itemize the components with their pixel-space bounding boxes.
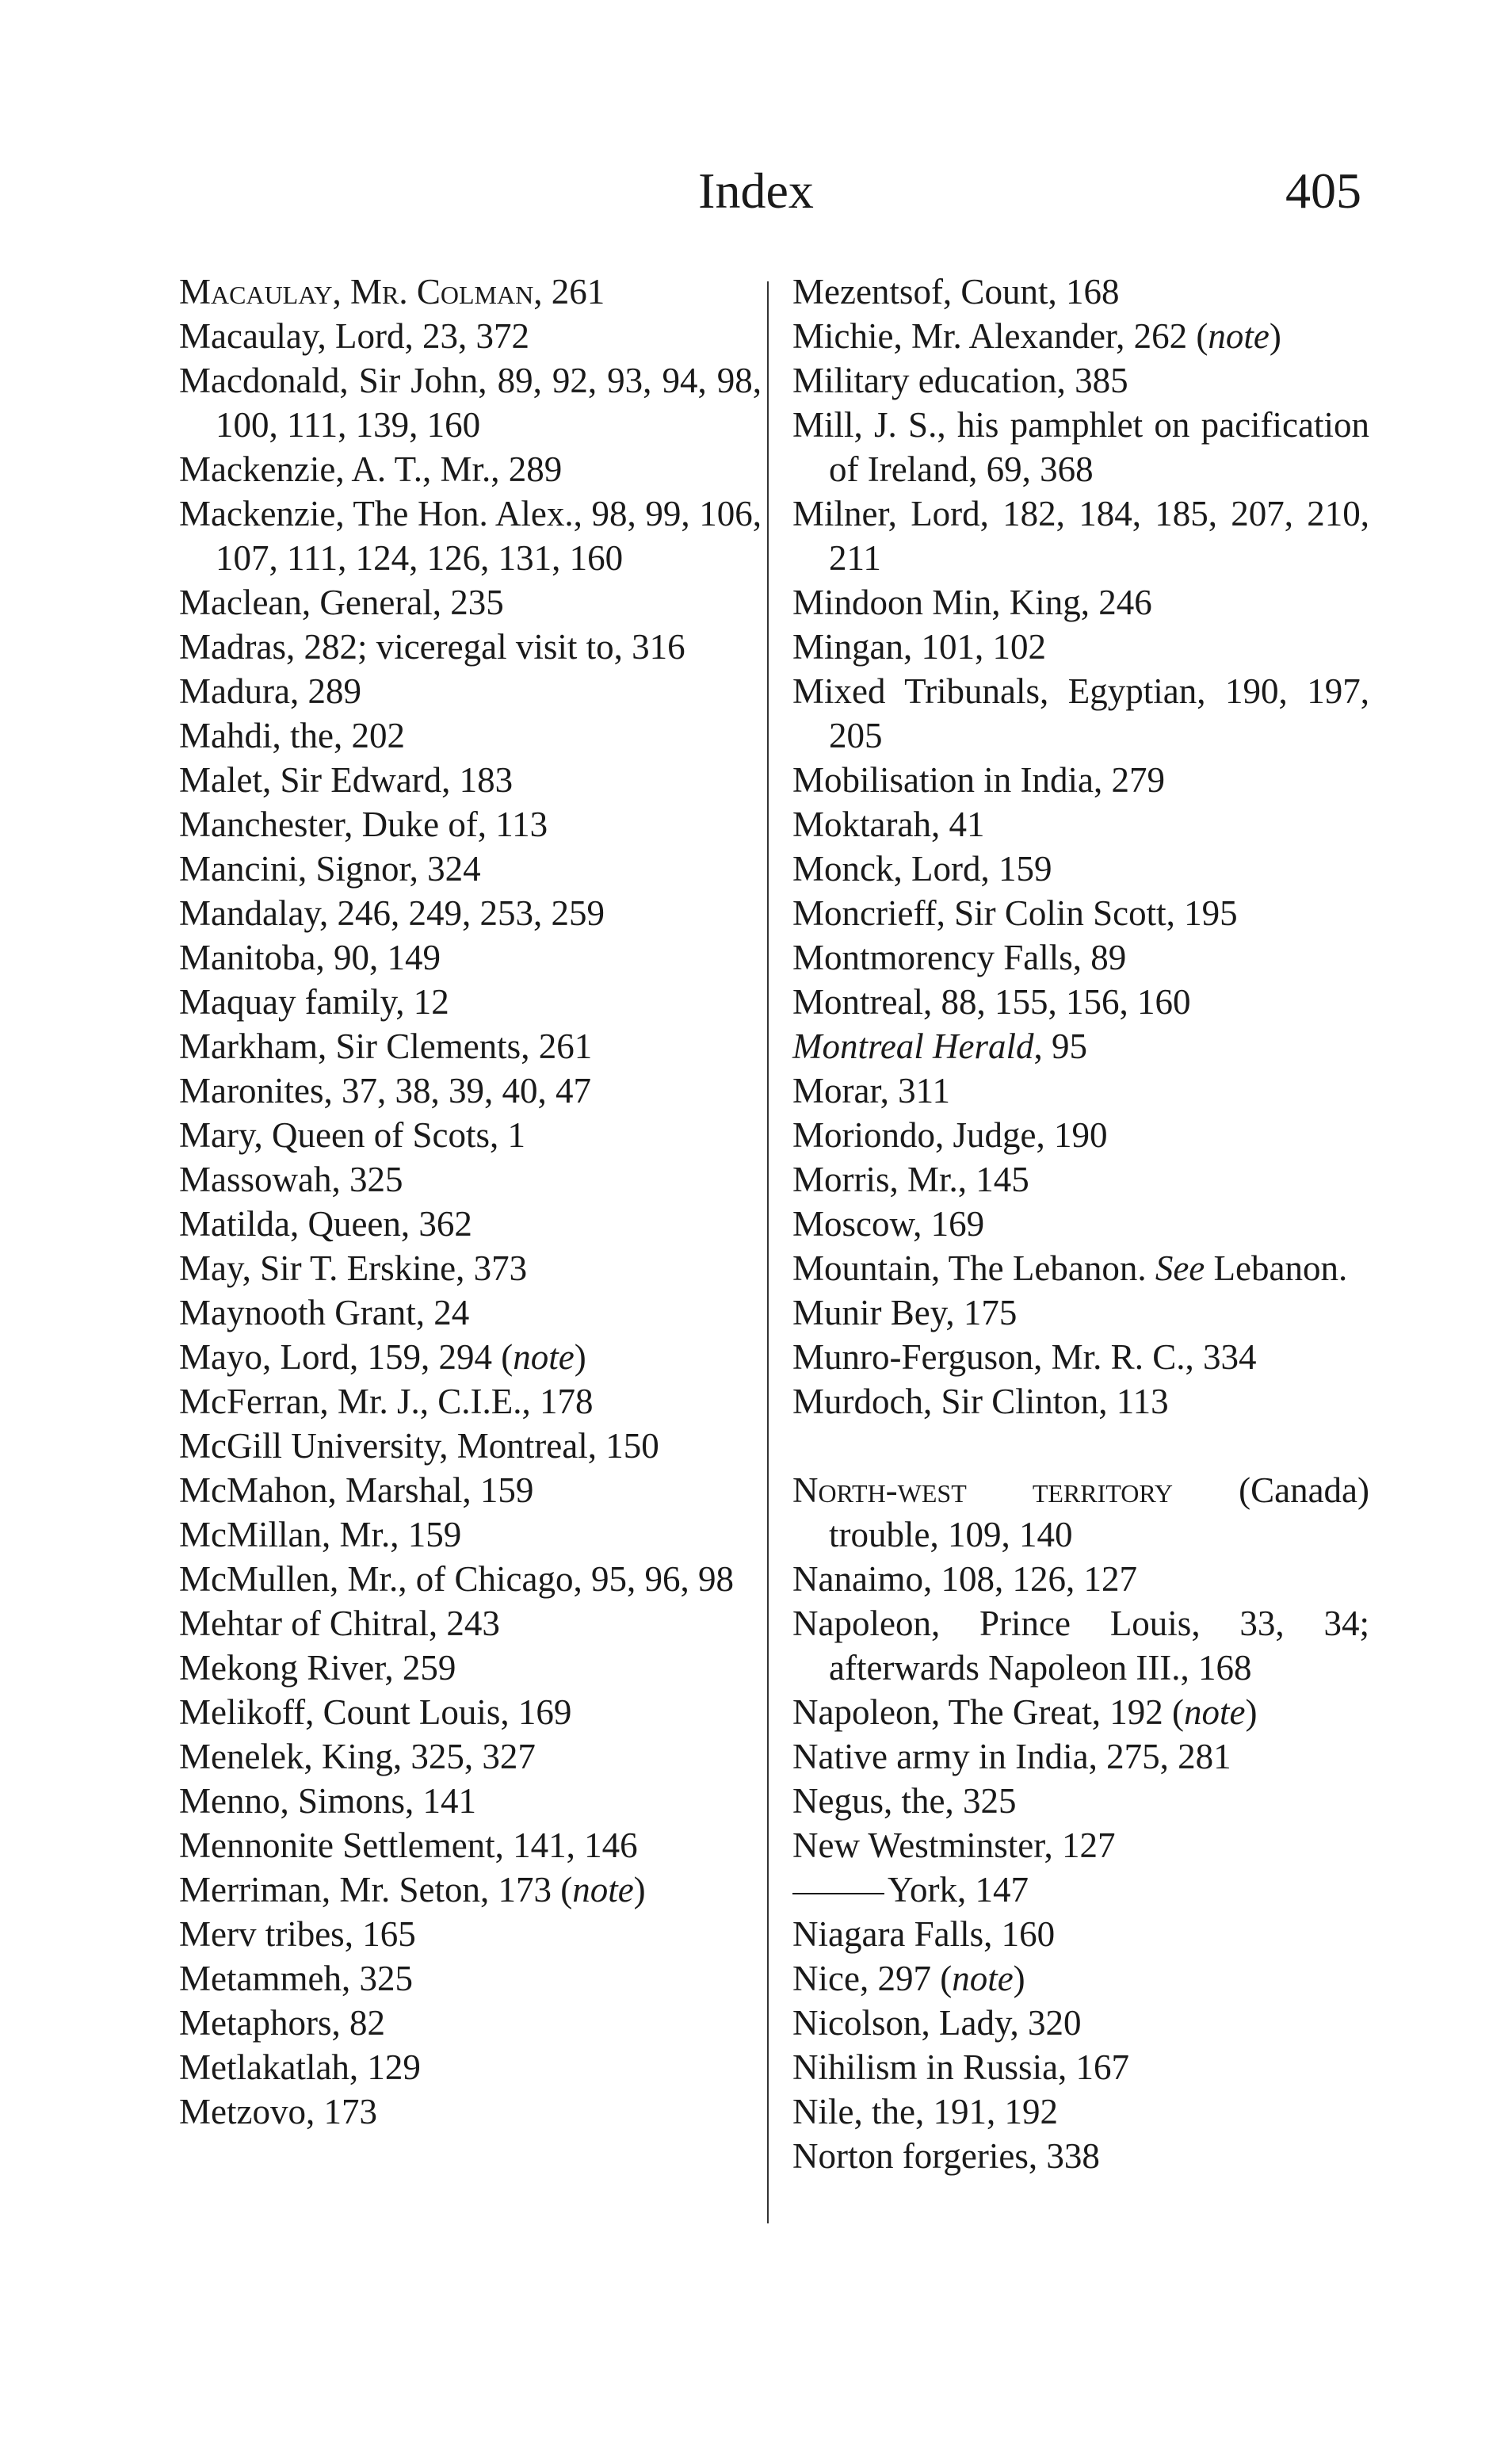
ditto-dash bbox=[792, 1893, 884, 1894]
index-entry: Niagara Falls, 160 bbox=[792, 1914, 1056, 1954]
index-entry: Morris, Mr., 145 bbox=[792, 1160, 1029, 1199]
index-entry: Moktarah, 41 bbox=[792, 805, 985, 844]
index-entry: Mekong River, 259 bbox=[179, 1648, 456, 1688]
entry-rest: (Canada) trouble, 109, 140 bbox=[829, 1470, 1369, 1554]
entry-italic: note bbox=[952, 1959, 1014, 1998]
index-column-left bbox=[179, 270, 762, 2134]
index-entry: Macaulay, Lord, 23, 372 bbox=[179, 316, 529, 356]
index-entry: Maclean, General, 235 bbox=[179, 583, 504, 622]
index-entry: Military education, 385 bbox=[792, 361, 1128, 400]
index-entry: Mackenzie, A. T., Mr., 289 bbox=[179, 449, 563, 489]
index-entry: Metzovo, 173 bbox=[179, 2092, 377, 2131]
index-entry: Mingan, 101, 102 bbox=[792, 627, 1046, 667]
index-entry: Nicolson, Lady, 320 bbox=[792, 2003, 1082, 2043]
index-entry: Moscow, 169 bbox=[792, 1204, 985, 1244]
entry-lead: Nice, 297 ( bbox=[792, 1959, 953, 1998]
index-entry: Mahdi, the, 202 bbox=[179, 716, 405, 755]
index-column-right bbox=[792, 270, 1369, 2178]
index-entry: Munro-Ferguson, Mr. R. C., 334 bbox=[792, 1337, 1257, 1377]
entry-rest: , 95 bbox=[1033, 1026, 1088, 1066]
index-entry bbox=[792, 1867, 1369, 1912]
entry-lead: Michie, Mr. Alexander, 262 ( bbox=[792, 316, 1208, 356]
index-entry: Mehtar of Chitral, 243 bbox=[179, 1604, 500, 1643]
index-entry: Mennonite Settlement, 141, 146 bbox=[179, 1825, 638, 1865]
index-entry: Matilda, Queen, 362 bbox=[179, 1204, 472, 1244]
index-entry bbox=[792, 1956, 1369, 2001]
entry-italic: Montreal Herald bbox=[792, 1026, 1034, 1066]
index-entry: Native army in India, 275, 281 bbox=[792, 1737, 1231, 1776]
index-entry: Murdoch, Sir Clinton, 113 bbox=[792, 1382, 1169, 1421]
index-entry: Moriondo, Judge, 190 bbox=[792, 1115, 1108, 1155]
index-entry bbox=[792, 1024, 1369, 1068]
index-entry: May, Sir T. Erskine, 373 bbox=[179, 1248, 528, 1288]
index-entry: Mary, Queen of Scots, 1 bbox=[179, 1115, 525, 1155]
entry-rest: ) bbox=[1013, 1959, 1025, 1998]
column-divider bbox=[767, 281, 769, 2223]
index-entry: Maquay family, 12 bbox=[179, 982, 449, 1022]
index-entry: Munir Bey, 175 bbox=[792, 1293, 1018, 1332]
index-entry: New Westminster, 127 bbox=[792, 1825, 1116, 1865]
index-entry bbox=[792, 1246, 1369, 1290]
entry-rest: , 261 bbox=[533, 272, 605, 312]
index-entry: Macdonald, Sir John, 89, 92, 93, 94, 98, 100, 111, 139, 160 bbox=[179, 361, 762, 445]
index-entry: Manitoba, 90, 149 bbox=[179, 938, 441, 977]
index-entry: Mobilisation in India, 279 bbox=[792, 760, 1165, 800]
index-entry: Milner, Lord, 182, 184, 185, 207, 210, 211 bbox=[792, 494, 1369, 578]
index-entry: Nihilism in Russia, 167 bbox=[792, 2047, 1130, 2087]
index-entry: Moncrieff, Sir Colin Scott, 195 bbox=[792, 893, 1238, 933]
index-entry bbox=[792, 314, 1369, 358]
index-entry: Melikoff, Count Louis, 169 bbox=[179, 1692, 572, 1732]
entry-rest: ) bbox=[633, 1870, 646, 1910]
index-entry bbox=[179, 1335, 762, 1379]
index-entry: Metammeh, 325 bbox=[179, 1959, 413, 1998]
entry-italic: note bbox=[1208, 316, 1270, 356]
index-entry: Napoleon, Prince Louis, 33, 34; afterwards Napoleon III., 168 bbox=[792, 1604, 1369, 1688]
entry-lead: Napoleon, The Great, 192 ( bbox=[792, 1692, 1185, 1732]
index-entry: Madras, 282; viceregal visit to, 316 bbox=[179, 627, 685, 667]
index-entry: Madura, 289 bbox=[179, 671, 361, 711]
index-entry bbox=[792, 1468, 1369, 1557]
entry-italic: note bbox=[572, 1870, 634, 1910]
index-entry: Mezentsof, Count, 168 bbox=[792, 272, 1120, 312]
entry-rest: ) bbox=[574, 1337, 586, 1377]
index-entry: Mandalay, 246, 249, 253, 259 bbox=[179, 893, 605, 933]
page-title: Index bbox=[698, 162, 814, 219]
index-entry: McFerran, Mr. J., C.I.E., 178 bbox=[179, 1382, 594, 1421]
index-entry bbox=[792, 1690, 1369, 1734]
entry-lead: Merriman, Mr. Seton, 173 ( bbox=[179, 1870, 573, 1910]
index-entry: Mancini, Signor, 324 bbox=[179, 849, 481, 889]
index-entry: Manchester, Duke of, 113 bbox=[179, 805, 548, 844]
entry-rest: York, 147 bbox=[888, 1870, 1029, 1910]
index-entry: Morar, 311 bbox=[792, 1071, 950, 1111]
index-entry: Nile, the, 191, 192 bbox=[792, 2092, 1058, 2131]
index-entry: Malet, Sir Edward, 183 bbox=[179, 760, 514, 800]
index-entry: Nanaimo, 108, 126, 127 bbox=[792, 1559, 1137, 1599]
entry-lead: Macaulay, Mr. Colman bbox=[179, 272, 534, 312]
index-entry: McMahon, Marshal, 159 bbox=[179, 1470, 534, 1510]
section-gap bbox=[792, 1424, 1369, 1468]
index-entry: Montmorency Falls, 89 bbox=[792, 938, 1127, 977]
entry-rest: ) bbox=[1269, 316, 1281, 356]
index-entry: Menelek, King, 325, 327 bbox=[179, 1737, 536, 1776]
index-entry: Negus, the, 325 bbox=[792, 1781, 1017, 1821]
entry-rest: Lebanon. bbox=[1205, 1248, 1348, 1288]
index-entry: Mackenzie, The Hon. Alex., 98, 99, 106, 107, 111, 124, 126, 131, 160 bbox=[179, 494, 762, 578]
index-entry: McMillan, Mr., 159 bbox=[179, 1515, 462, 1554]
index-entry: Maronites, 37, 38, 39, 40, 47 bbox=[179, 1071, 591, 1111]
index-entry: Markham, Sir Clements, 261 bbox=[179, 1026, 593, 1066]
entry-lead: Mountain, The Lebanon. bbox=[792, 1248, 1155, 1288]
index-entry: McGill University, Montreal, 150 bbox=[179, 1426, 659, 1466]
index-entry: Monck, Lord, 159 bbox=[792, 849, 1052, 889]
index-entry bbox=[179, 270, 762, 314]
entry-italic: note bbox=[1184, 1692, 1246, 1732]
index-entry: Metlakatlah, 129 bbox=[179, 2047, 421, 2087]
index-entry: Metaphors, 82 bbox=[179, 2003, 385, 2043]
index-entry: Maynooth Grant, 24 bbox=[179, 1293, 470, 1332]
page-number: 405 bbox=[1285, 162, 1361, 219]
index-entry: Menno, Simons, 141 bbox=[179, 1781, 477, 1821]
index-entry: Merv tribes, 165 bbox=[179, 1914, 416, 1954]
entry-lead: Mayo, Lord, 159, 294 ( bbox=[179, 1337, 514, 1377]
index-entry: Mixed Tribunals, Egyptian, 190, 197, 205 bbox=[792, 671, 1369, 755]
entry-rest: ) bbox=[1245, 1692, 1258, 1732]
index-entry: Mindoon Min, King, 246 bbox=[792, 583, 1152, 622]
page-header bbox=[0, 155, 1512, 227]
index-entry: Mill, J. S., his pamphlet on pacification of Ireland, 69, 368 bbox=[792, 405, 1369, 489]
index-entry: Norton forgeries, 338 bbox=[792, 2136, 1100, 2176]
entry-italic: See bbox=[1155, 1248, 1205, 1288]
index-entry: Montreal, 88, 155, 156, 160 bbox=[792, 982, 1191, 1022]
index-entry bbox=[179, 1867, 762, 1912]
index-entry: McMullen, Mr., of Chicago, 95, 96, 98 bbox=[179, 1559, 734, 1599]
entry-italic: note bbox=[513, 1337, 575, 1377]
index-entry: Massowah, 325 bbox=[179, 1160, 403, 1199]
entry-lead: North-west territory bbox=[792, 1470, 1174, 1510]
